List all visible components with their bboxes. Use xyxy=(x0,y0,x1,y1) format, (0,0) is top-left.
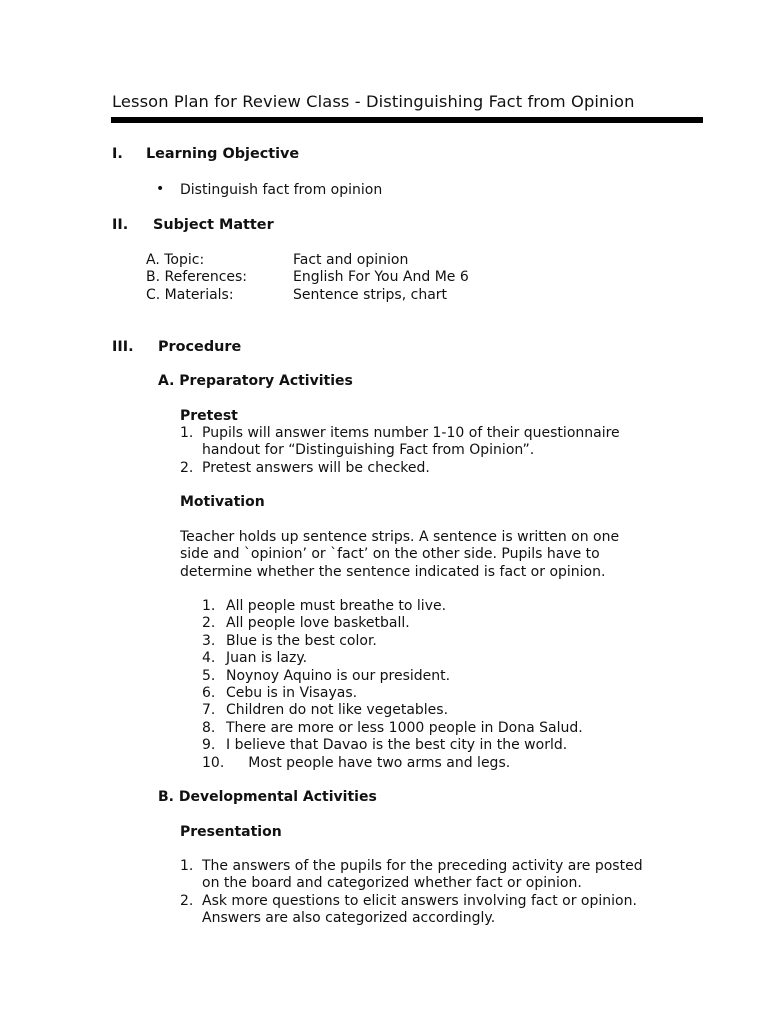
item-text: I believe that Davao is the best city in the world. xyxy=(226,737,568,754)
subject-row-topic xyxy=(146,252,469,269)
heading-motivation: Motivation xyxy=(180,494,265,510)
item-number: 2. xyxy=(180,459,194,476)
list-item xyxy=(180,425,650,460)
item-text: There are more or less 1000 people in Dona Salud. xyxy=(226,719,583,736)
section-label: Learning Objective xyxy=(146,146,300,162)
subheading-preparatory: A. Preparatory Activities xyxy=(158,373,353,389)
item-text: Pretest answers will be checked. xyxy=(202,459,430,476)
list-item xyxy=(180,858,650,893)
item-text: The answers of the pupils for the preceding activity are posted on the board and categorized whether fact or opinion. xyxy=(202,858,643,892)
item-number: 3. xyxy=(202,632,216,649)
list-item xyxy=(202,737,622,754)
list-item xyxy=(202,650,622,667)
item-number: 4. xyxy=(202,650,216,667)
item-text: All people love basketball. xyxy=(226,615,410,632)
item-text: Ask more questions to elicit answers involving fact or opinion. Answers are also categorized accordingly. xyxy=(202,892,637,927)
section-number: I. xyxy=(112,146,123,162)
subject-value: Fact and opinion xyxy=(293,252,409,268)
item-number: 9. xyxy=(202,737,216,754)
pretest-list xyxy=(180,425,650,477)
item-text: All people must breathe to live. xyxy=(226,598,447,614)
item-text: Most people have two arms and legs. xyxy=(226,754,511,771)
item-number: 1. xyxy=(202,598,216,614)
list-item xyxy=(202,685,622,702)
list-item xyxy=(202,755,622,772)
subject-key: C. Materials: xyxy=(146,286,234,303)
section-heading-procedure xyxy=(112,339,241,356)
presentation-list xyxy=(180,858,650,928)
subject-row-materials xyxy=(146,287,469,304)
item-text: Children do not like vegetables. xyxy=(226,702,449,719)
subject-key: B. References: xyxy=(146,269,248,286)
subject-matter-list xyxy=(146,252,469,304)
section-label: Subject Matter xyxy=(153,217,274,233)
item-text: Blue is the best color. xyxy=(226,632,377,649)
list-item xyxy=(180,460,650,477)
item-number: 1. xyxy=(180,858,194,874)
item-text: Juan is lazy. xyxy=(226,650,308,667)
item-number: 1. xyxy=(180,425,194,441)
item-text: Cebu is in Visayas. xyxy=(226,684,358,701)
list-item xyxy=(202,668,622,685)
heading-presentation: Presentation xyxy=(180,824,282,840)
objective-bullet xyxy=(156,181,383,199)
item-number: 8. xyxy=(202,719,216,736)
motivation-paragraph: Teacher holds up sentence strips. A sentence is written on one side and `opinion’ or `fact’ on the other side. Pupils have to determine whether the sentence indicated is fact or opinion. xyxy=(180,529,620,580)
sentence-list xyxy=(202,598,622,772)
list-item xyxy=(202,615,622,632)
title-rule xyxy=(111,117,703,123)
heading-pretest: Pretest xyxy=(180,408,238,424)
item-text: Noynoy Aquino is our president. xyxy=(226,667,451,684)
objective-text: Distinguish fact from opinion xyxy=(180,182,383,198)
bullet-icon: • xyxy=(156,181,165,197)
section-heading-subject-matter xyxy=(112,217,274,234)
item-number: 2. xyxy=(202,615,216,632)
section-label: Procedure xyxy=(158,339,242,355)
list-item xyxy=(202,598,622,615)
subject-key: A. Topic: xyxy=(146,252,205,268)
subject-value: Sentence strips, chart xyxy=(293,286,448,303)
subject-row-references xyxy=(146,269,469,286)
section-number: III. xyxy=(112,339,134,355)
list-item xyxy=(180,893,650,928)
item-number: 5. xyxy=(202,667,216,684)
list-item xyxy=(202,633,622,650)
list-item xyxy=(202,702,622,719)
section-heading-objective xyxy=(112,146,299,163)
list-item xyxy=(202,720,622,737)
item-number: 10. xyxy=(202,754,225,771)
item-number: 2. xyxy=(180,892,194,909)
section-number: II. xyxy=(112,217,129,233)
item-number: 6. xyxy=(202,684,216,701)
item-text: Pupils will answer items number 1-10 of their questionnaire handout for “Distinguishing Fact from Opinion”. xyxy=(202,425,620,459)
subject-value: English For You And Me 6 xyxy=(293,269,469,286)
item-number: 7. xyxy=(202,702,216,719)
subheading-developmental: B. Developmental Activities xyxy=(158,789,377,805)
document-title: Lesson Plan for Review Class - Distinguishing Fact from Opinion xyxy=(112,92,635,111)
